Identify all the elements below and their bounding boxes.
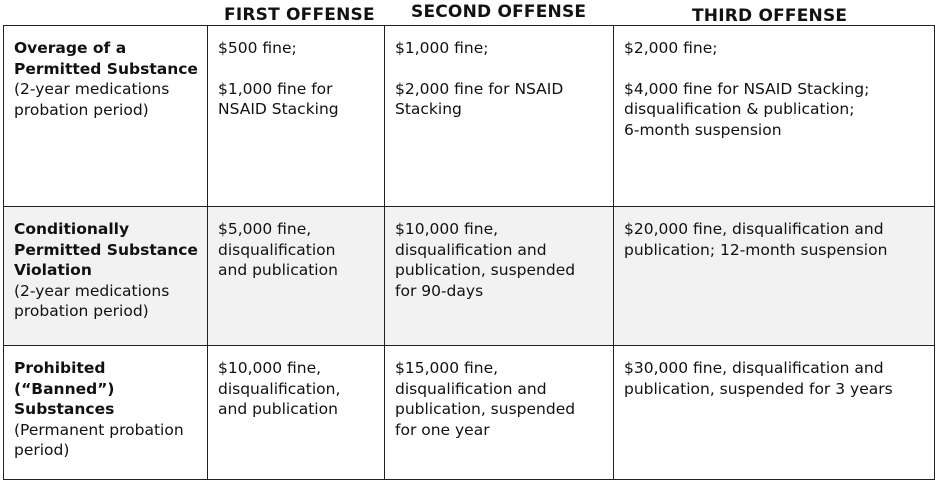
penalty-text: $1,000 fine for NSAID Stacking (218, 79, 339, 118)
category-label: Prohibited (“Banned”) Substances (14, 359, 115, 418)
penalty-text: $10,000 fine, disqualification and publication, suspended for 90-days (395, 220, 576, 300)
third-offense-cell (614, 346, 935, 480)
second-offense-cell (385, 26, 614, 207)
penalty-text: $500 fine; (218, 39, 297, 57)
second-offense-cell (385, 346, 614, 480)
category-note: (Permanent probation period) (14, 420, 184, 459)
second-offense-cell (385, 207, 614, 346)
penalty-text: $30,000 fine, disqualification and publication, suspended for 3 years (624, 359, 893, 398)
first-offense-cell (208, 207, 385, 346)
table-row (4, 26, 935, 207)
penalty-text: $15,000 fine, disqualification and publication, suspended for one year (395, 359, 576, 439)
first-offense-cell (208, 26, 385, 207)
third-offense-cell (614, 207, 935, 346)
penalty-text: $20,000 fine, disqualification and publication; 12-month suspension (624, 220, 888, 259)
category-cell (4, 346, 208, 480)
category-note: (2-year medications probation period) (14, 80, 170, 119)
header-second-offense: SECOND OFFENSE (411, 2, 587, 22)
penalty-text: $2,000 fine; (624, 39, 718, 57)
penalty-text: $2,000 fine for NSAID Stacking (395, 79, 564, 118)
penalty-table (3, 25, 935, 480)
third-offense-cell (614, 26, 935, 207)
table-row (4, 207, 935, 346)
category-note: (2-year medications probation period) (14, 281, 170, 320)
table-row (4, 346, 935, 480)
header-third-offense: THIRD OFFENSE (692, 6, 848, 26)
penalty-text: $4,000 fine for NSAID Stacking; disqualification & publication; 6-month suspension (624, 79, 870, 139)
category-label: Overage of a Permitted Substance (14, 39, 198, 78)
penalty-text: $1,000 fine; (395, 39, 489, 57)
first-offense-cell (208, 346, 385, 480)
category-cell (4, 207, 208, 346)
penalty-text: $5,000 fine, disqualification and publication (218, 220, 338, 279)
category-cell (4, 26, 208, 207)
header-first-offense: FIRST OFFENSE (224, 5, 375, 25)
penalty-text: $10,000 fine, disqualification, and publication (218, 359, 341, 418)
category-label: Conditionally Permitted Substance Violation (14, 220, 198, 279)
